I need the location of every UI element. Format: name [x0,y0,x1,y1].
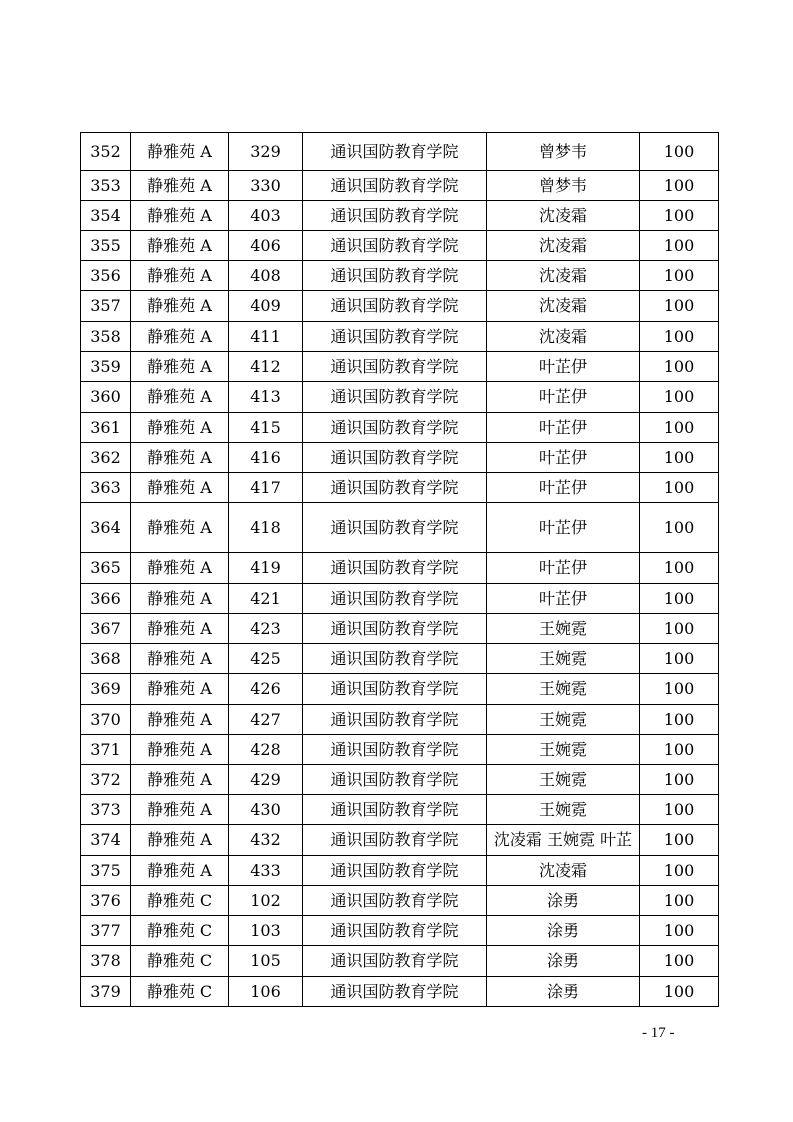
person-name-text: 沈凌霜 王婉霓 叶芷 [493,830,633,849]
building-cell: 静雅苑 C [131,946,229,977]
room-cell: 330 [229,171,303,201]
college-cell: 通识国防教育学院 [303,473,487,503]
building-cell: 静雅苑 A [131,503,229,553]
person-name-text: 沈凌霜 [538,326,587,346]
building-cell: 静雅苑 A [131,291,229,322]
person-name-cell [487,614,640,644]
college-cell: 通识国防教育学院 [303,503,487,553]
person-name-text: 王婉霓 [538,648,587,668]
person-name-text: 叶芷伊 [538,477,587,497]
row-number-cell: 353 [81,171,131,201]
table-row [81,322,719,352]
person-name-cell [487,705,640,735]
college-cell: 通识国防教育学院 [303,644,487,674]
person-name-text: 涂勇 [546,890,579,910]
building-cell: 静雅苑 A [131,443,229,473]
person-name-text: 叶芷伊 [538,447,587,467]
table-row [81,473,719,503]
table-row [81,765,719,795]
score-cell: 100 [640,231,719,261]
score-cell: 100 [640,977,719,1007]
row-number-cell: 352 [81,133,131,171]
person-name-cell [487,443,640,473]
room-cell: 421 [229,584,303,614]
person-name-cell [487,765,640,795]
score-cell: 100 [640,886,719,916]
score-cell: 100 [640,644,719,674]
score-cell: 100 [640,614,719,644]
room-cell: 415 [229,413,303,443]
row-number-cell: 370 [81,705,131,735]
person-name-cell [487,795,640,825]
row-number-cell: 360 [81,382,131,413]
room-cell: 403 [229,201,303,231]
score-cell: 100 [640,133,719,171]
row-number-cell: 372 [81,765,131,795]
building-cell: 静雅苑 A [131,765,229,795]
room-cell: 408 [229,261,303,291]
building-cell: 静雅苑 A [131,322,229,352]
score-cell: 100 [640,503,719,553]
room-cell: 412 [229,352,303,382]
room-cell: 102 [229,886,303,916]
person-name-text: 叶芷伊 [538,356,587,376]
person-name-cell [487,977,640,1007]
person-name-cell [487,291,640,322]
building-cell: 静雅苑 A [131,705,229,735]
building-cell: 静雅苑 A [131,133,229,171]
room-cell: 413 [229,382,303,413]
college-cell: 通识国防教育学院 [303,382,487,413]
person-name-cell [487,553,640,584]
row-number-cell: 376 [81,886,131,916]
college-cell: 通识国防教育学院 [303,443,487,473]
person-name-text: 王婉霓 [538,769,587,789]
person-name-text: 沈凌霜 [538,265,587,285]
college-cell: 通识国防教育学院 [303,735,487,765]
college-cell: 通识国防教育学院 [303,977,487,1007]
building-cell: 静雅苑 A [131,352,229,382]
person-name-cell [487,856,640,886]
score-cell: 100 [640,352,719,382]
college-cell: 通识国防教育学院 [303,584,487,614]
person-name-cell [487,946,640,977]
room-cell: 426 [229,674,303,705]
building-cell: 静雅苑 A [131,825,229,856]
room-cell: 433 [229,856,303,886]
person-name-text: 沈凌霜 [538,235,587,255]
college-cell: 通识国防教育学院 [303,674,487,705]
records-table-body [81,133,719,1007]
table-row [81,171,719,201]
college-cell: 通识国防教育学院 [303,705,487,735]
college-cell: 通识国防教育学院 [303,133,487,171]
row-number-cell: 357 [81,291,131,322]
college-cell: 通识国防教育学院 [303,322,487,352]
person-name-cell [487,674,640,705]
person-name-text: 叶芷伊 [538,588,587,608]
room-cell: 428 [229,735,303,765]
person-name-text: 涂勇 [546,951,579,970]
room-cell: 416 [229,443,303,473]
room-cell: 432 [229,825,303,856]
table-row [81,133,719,171]
table-row [81,705,719,735]
room-cell: 409 [229,291,303,322]
table-row [81,946,719,977]
table-row [81,553,719,584]
row-number-cell: 369 [81,674,131,705]
person-name-cell [487,473,640,503]
score-cell: 100 [640,765,719,795]
score-cell: 100 [640,705,719,735]
table-row [81,674,719,705]
row-number-cell: 371 [81,735,131,765]
building-cell: 静雅苑 C [131,916,229,946]
building-cell: 静雅苑 A [131,413,229,443]
score-cell: 100 [640,443,719,473]
building-cell: 静雅苑 A [131,261,229,291]
person-name-text: 涂勇 [546,981,579,1001]
person-name-cell [487,735,640,765]
table-row [81,977,719,1007]
person-name-text: 曾梦韦 [538,175,587,195]
table-row [81,856,719,886]
room-cell: 418 [229,503,303,553]
row-number-cell: 377 [81,916,131,946]
score-cell: 100 [640,322,719,352]
person-name-text: 叶芷伊 [538,517,587,537]
row-number-cell: 354 [81,201,131,231]
table-row [81,261,719,291]
college-cell: 通识国防教育学院 [303,765,487,795]
table-row [81,584,719,614]
person-name-text: 王婉霓 [538,679,587,698]
room-cell: 425 [229,644,303,674]
row-number-cell: 355 [81,231,131,261]
person-name-text: 曾梦韦 [538,141,587,161]
table-row [81,201,719,231]
person-name-text: 沈凌霜 [538,860,587,880]
person-name-text: 叶芷伊 [538,558,587,577]
college-cell: 通识国防教育学院 [303,886,487,916]
person-name-text: 王婉霓 [538,739,587,759]
table-row [81,644,719,674]
table-row [81,735,719,765]
table-row [81,886,719,916]
room-cell: 423 [229,614,303,644]
person-name-cell [487,231,640,261]
person-name-cell [487,322,640,352]
table-row [81,443,719,473]
room-cell: 417 [229,473,303,503]
row-number-cell: 358 [81,322,131,352]
person-name-text: 沈凌霜 [538,296,587,315]
building-cell: 静雅苑 C [131,886,229,916]
score-cell: 100 [640,825,719,856]
room-cell: 103 [229,916,303,946]
score-cell: 100 [640,171,719,201]
table-row [81,614,719,644]
score-cell: 100 [640,382,719,413]
room-cell: 429 [229,765,303,795]
building-cell: 静雅苑 A [131,171,229,201]
score-cell: 100 [640,795,719,825]
college-cell: 通识国防教育学院 [303,352,487,382]
college-cell: 通识国防教育学院 [303,201,487,231]
table-row [81,291,719,322]
table-row [81,916,719,946]
row-number-cell: 374 [81,825,131,856]
college-cell: 通识国防教育学院 [303,916,487,946]
building-cell: 静雅苑 A [131,201,229,231]
row-number-cell: 373 [81,795,131,825]
records-table [80,132,719,1007]
building-cell: 静雅苑 A [131,795,229,825]
page-number: - 17 - [642,1025,675,1041]
row-number-cell: 365 [81,553,131,584]
person-name-cell [487,886,640,916]
person-name-text: 叶芷伊 [538,387,587,406]
person-name-cell [487,133,640,171]
score-cell: 100 [640,413,719,443]
score-cell: 100 [640,473,719,503]
person-name-cell [487,503,640,553]
person-name-cell [487,261,640,291]
score-cell: 100 [640,201,719,231]
building-cell: 静雅苑 C [131,977,229,1007]
room-cell: 430 [229,795,303,825]
row-number-cell: 366 [81,584,131,614]
college-cell: 通识国防教育学院 [303,825,487,856]
person-name-cell [487,201,640,231]
college-cell: 通识国防教育学院 [303,261,487,291]
person-name-cell [487,584,640,614]
person-name-cell [487,413,640,443]
person-name-cell [487,382,640,413]
row-number-cell: 375 [81,856,131,886]
table-row [81,231,719,261]
score-cell: 100 [640,261,719,291]
row-number-cell: 356 [81,261,131,291]
building-cell: 静雅苑 A [131,584,229,614]
score-cell: 100 [640,674,719,705]
room-cell: 419 [229,553,303,584]
row-number-cell: 361 [81,413,131,443]
room-cell: 411 [229,322,303,352]
row-number-cell: 368 [81,644,131,674]
person-name-cell [487,825,640,856]
building-cell: 静雅苑 A [131,856,229,886]
college-cell: 通识国防教育学院 [303,856,487,886]
room-cell: 329 [229,133,303,171]
score-cell: 100 [640,584,719,614]
row-number-cell: 379 [81,977,131,1007]
table-row [81,352,719,382]
college-cell: 通识国防教育学院 [303,291,487,322]
college-cell: 通识国防教育学院 [303,614,487,644]
row-number-cell: 363 [81,473,131,503]
table-row [81,413,719,443]
building-cell: 静雅苑 A [131,735,229,765]
score-cell: 100 [640,916,719,946]
score-cell: 100 [640,553,719,584]
building-cell: 静雅苑 A [131,553,229,584]
row-number-cell: 364 [81,503,131,553]
college-cell: 通识国防教育学院 [303,413,487,443]
person-name-cell [487,644,640,674]
building-cell: 静雅苑 A [131,382,229,413]
college-cell: 通识国防教育学院 [303,795,487,825]
person-name-text: 王婉霓 [538,799,587,819]
person-name-text: 涂勇 [546,920,579,940]
person-name-cell [487,171,640,201]
building-cell: 静雅苑 A [131,614,229,644]
table-row [81,503,719,553]
score-cell: 100 [640,856,719,886]
building-cell: 静雅苑 A [131,231,229,261]
building-cell: 静雅苑 A [131,473,229,503]
building-cell: 静雅苑 A [131,674,229,705]
person-name-cell [487,352,640,382]
score-cell: 100 [640,735,719,765]
room-cell: 406 [229,231,303,261]
row-number-cell: 362 [81,443,131,473]
college-cell: 通识国防教育学院 [303,946,487,977]
person-name-text: 叶芷伊 [538,417,587,437]
table-row [81,825,719,856]
room-cell: 105 [229,946,303,977]
college-cell: 通识国防教育学院 [303,171,487,201]
college-cell: 通识国防教育学院 [303,231,487,261]
room-cell: 106 [229,977,303,1007]
person-name-cell [487,916,640,946]
college-cell: 通识国防教育学院 [303,553,487,584]
score-cell: 100 [640,291,719,322]
room-cell: 427 [229,705,303,735]
row-number-cell: 367 [81,614,131,644]
table-row [81,382,719,413]
person-name-text: 沈凌霜 [538,205,587,225]
score-cell: 100 [640,946,719,977]
table-row [81,795,719,825]
person-name-text: 王婉霓 [538,709,587,729]
row-number-cell: 359 [81,352,131,382]
row-number-cell: 378 [81,946,131,977]
person-name-text: 王婉霓 [538,618,587,638]
building-cell: 静雅苑 A [131,644,229,674]
